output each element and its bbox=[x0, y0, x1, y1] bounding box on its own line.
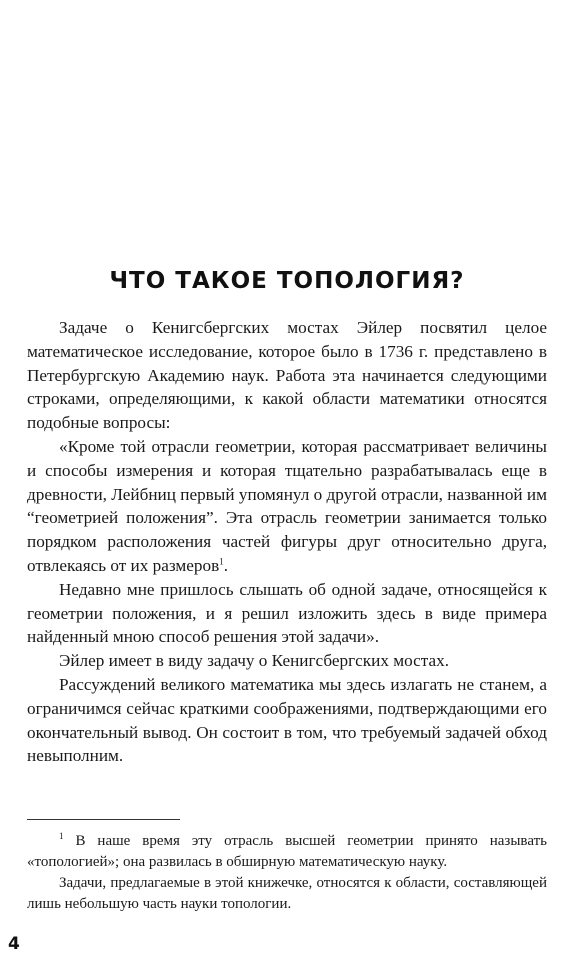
chapter-title: ЧТО ТАКОЕ ТОПОЛОГИЯ? bbox=[109, 268, 465, 294]
paragraph-intro: Задаче о Кенигсбергских мостах Эйлер посвятил целое математическое исследование, которое было в 1736 г. представлено в Петербургскую Академию наук. Работа эта начинается следующими строками, определяющими, к какой области математики относятся подобные вопросы: bbox=[27, 318, 547, 433]
footnote-1-text: В наше время эту отрасль высшей геометрии принято называть «топологией»; она развилась в обширную математическую науку. bbox=[27, 833, 547, 870]
paragraph-conclusion: Рассуждений великого математика мы здесь излагать не станем, а ограничимся сейчас краткими соображениями, подтверждающими его окончательный вывод. Он состоит в том, что требуемый задачей обход невыполним. bbox=[27, 674, 547, 766]
footnote-note: Задачи, предлагаемые в этой книжечке, относятся к области, составляющей лишь небольшую часть науки топологии. bbox=[27, 875, 547, 912]
paragraph-euler-bridges: Эйлер имеет в виду задачу о Кенигсбергских мостах. bbox=[59, 651, 450, 671]
main-text bbox=[27, 316, 547, 768]
quote-text: «Кроме той отрасли геометрии, которая рассматривает величины и способы измерения и которая тщательно разрабатывалась еще в древности, Лейбниц первый упомянул о другой отрасли, названной им “геометрией положения”. Эта отрасль геометрии занимается только порядком расположения частей фигуры друг относительно друга, отвлекаясь от их размеров bbox=[27, 436, 547, 575]
footnote-divider bbox=[27, 819, 180, 820]
paragraph-quote-continued: Недавно мне пришлось слышать об одной задаче, относящейся к геометрии положения, и я решил изложить здесь в виде примера найденный мною способ решения этой задачи». bbox=[27, 579, 547, 647]
footnote-mark: 1 bbox=[59, 831, 64, 841]
footnotes bbox=[27, 831, 547, 915]
quote-period: . bbox=[223, 555, 228, 575]
paragraph-euler-quote bbox=[27, 435, 547, 578]
page-number: 4 bbox=[8, 934, 20, 954]
footnote-reference[interactable]: 1 bbox=[219, 556, 224, 567]
footnote-1 bbox=[27, 831, 547, 873]
